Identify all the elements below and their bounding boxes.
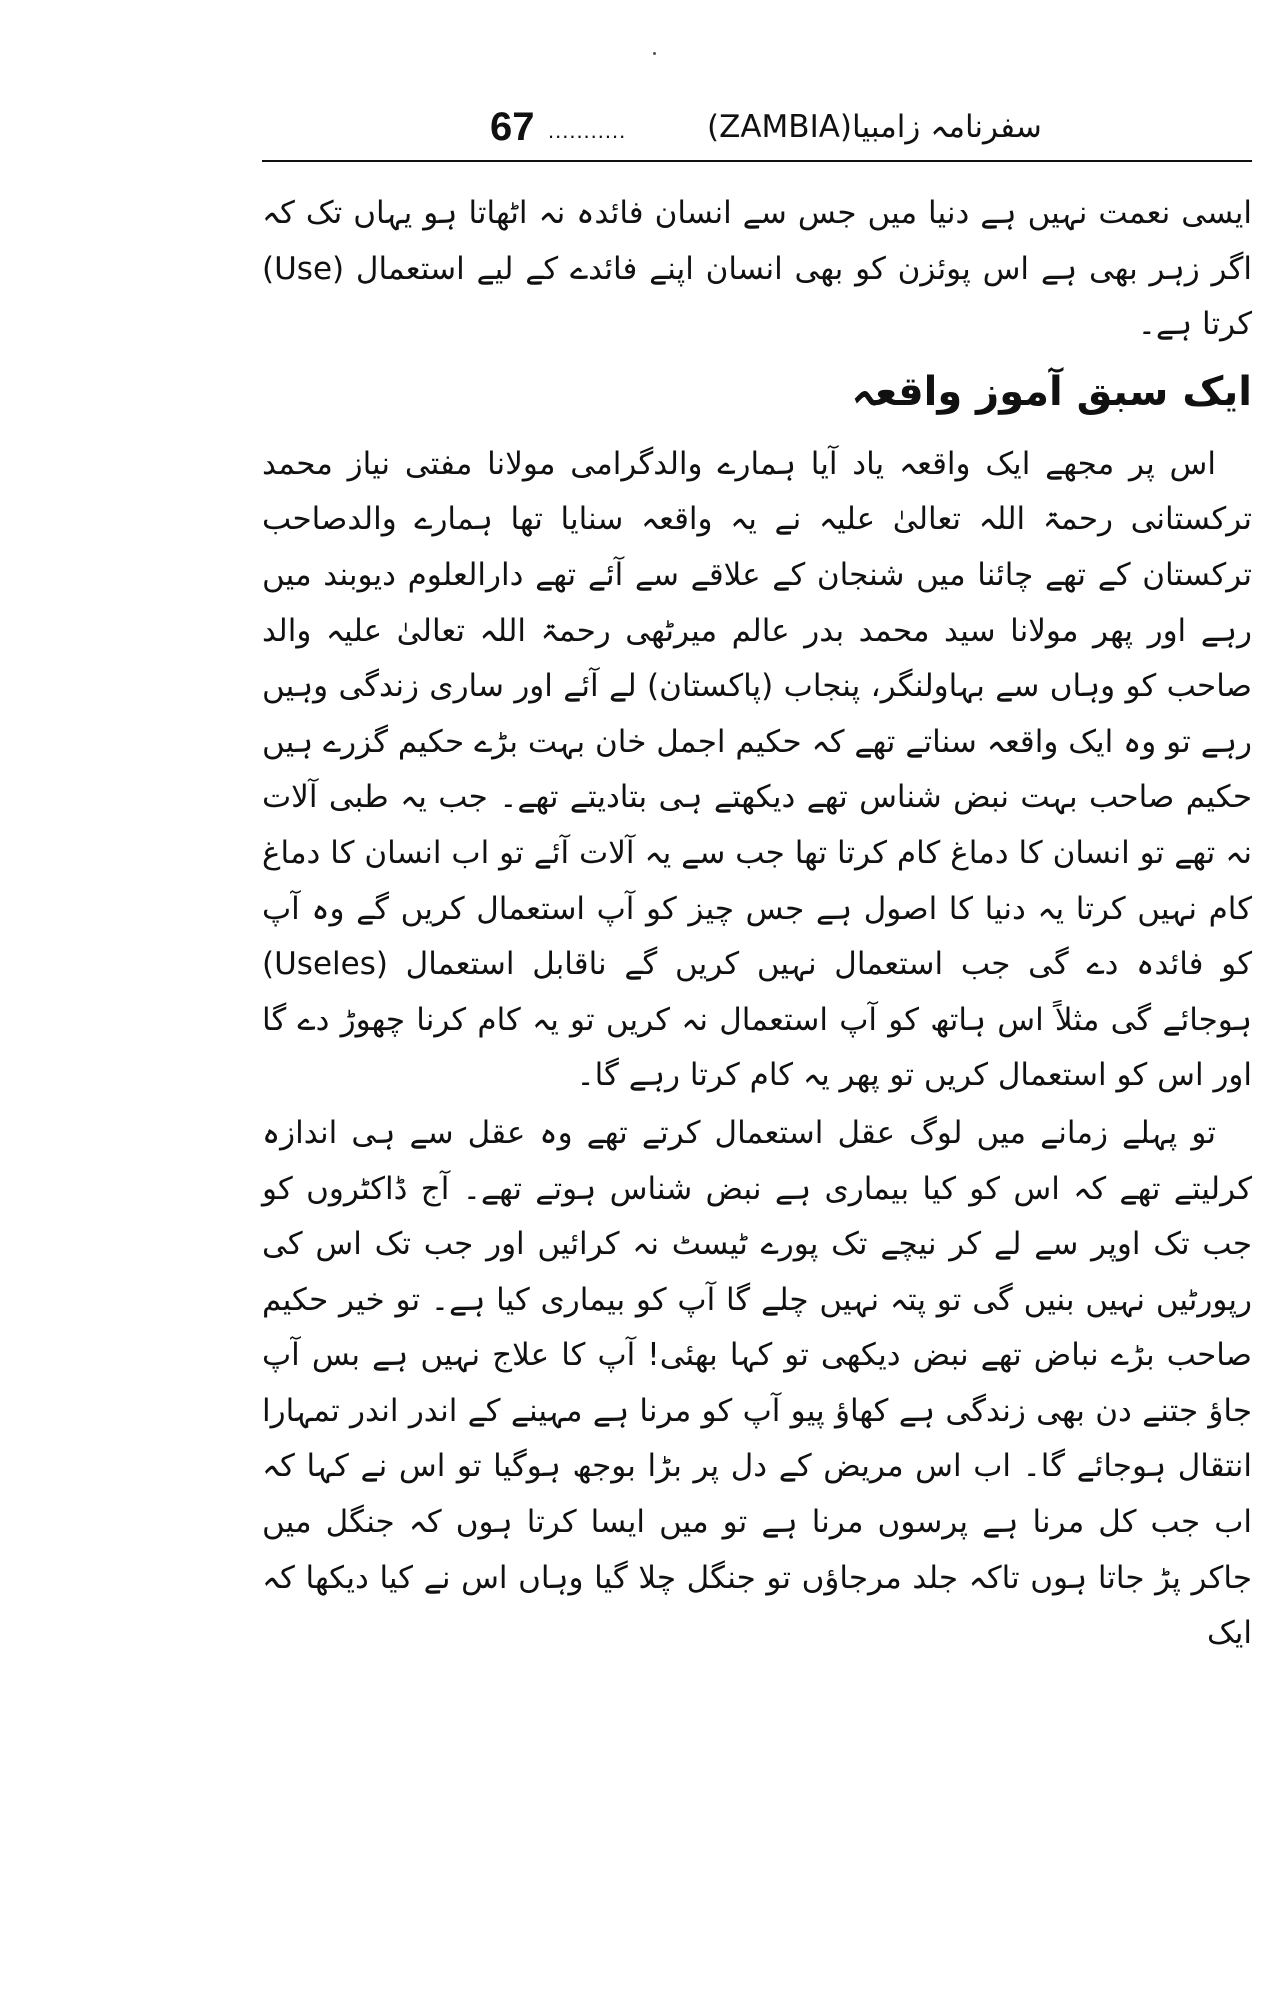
page-body xyxy=(262,186,1252,1662)
section-heading: ایک سبق آموز واقعہ xyxy=(851,368,1252,415)
header-divider xyxy=(262,160,1252,162)
scan-speck xyxy=(653,52,656,55)
paragraph-3: تو پہلے زمانے میں لوگ عقل استعمال کرتے تھے وہ عقل سے ہی اندازہ کرلیتے تھے کہ اس کو کیا بیماری ہے نبض شناس ہوتے تھے۔ آج ڈاکٹروں کو جب تک اوپر سے لے کر نیچے تک پورے ٹیسٹ نہ کرائیں اور جب تک اس کی رپورٹیں نہیں بنیں گی تو پتہ نہیں چلے گا آپ کو بیماری کیا ہے۔ تو خیر حکیم صاحب بڑے نباض تھے نبض دیکھی تو کہا بھئی! آپ کا علاج نہیں ہے بس آپ جاؤ جتنے دن بھی زندگی ہے کھاؤ پیو آپ کو مرنا ہے مہینے کے اندر اندر تمہارا انتقال ہوجائے گا۔ اب اس مریض کے دل پر بڑا بوجھ ہوگیا تو اس نے کہا کہ اب جب کل مرنا ہے پرسوں مرنا ہے تو میں ایسا کرتا ہوں کہ جنگل میں جاکر پڑ جاتا ہوں تاکہ جلد مرجاؤں تو جنگل چلا گیا وہاں اس نے کیا دیکھا کہ ایک xyxy=(262,1114,1252,1652)
page-number: 67 xyxy=(490,105,535,149)
paragraph-2: اس پر مجھے ایک واقعہ یاد آیا ہمارے والدگرامی مولانا مفتی نیاز محمد ترکستانی رحمۃ اللہ تعالیٰ علیہ نے یہ واقعہ سنایا تھا ہمارے والدصاحب ترکستان کے تھے چائنا میں شنجان کے علاقے سے آئے تھے دارالعلوم دیوبند میں رہے اور پھر مولانا سید محمد بدر عالم میرٹھی رحمۃ اللہ تعالیٰ علیہ والد صاحب کو وہاں سے بہاولنگر، پنجاب (پاکستان) لے آئے اور ساری زندگی وہیں رہے تو وہ ایک واقعہ سناتے تھے کہ حکیم اجمل خان بہت بڑے حکیم گزرے ہیں حکیم صاحب بہت نبض شناس تھے دیکھتے ہی بتادیتے تھے۔ جب یہ طبی آلات نہ تھے تو انسان کا دماغ کام کرتا تھا جب سے یہ آلات آئے تو اب انسان کا دماغ کام نہیں کرتا یہ دنیا کا اصول ہے جس چیز کو آپ استعمال کریں گے وہ آپ کو فائدہ دے گی جب استعمال نہیں کریں گے ناقابل استعمال (Useles) ہوجائے گی مثلاً اس ہاتھ کو آپ استعمال نہ کریں تو یہ کام کرنا چھوڑ دے گا اور اس کو استعمال کریں تو پھر یہ کام کرتا رہے گا۔ xyxy=(262,445,1252,1094)
book-title: سفرنامہ زامبیا(ZAMBIA) xyxy=(707,109,1042,145)
page-header xyxy=(262,100,1252,154)
header-dot-leader: ........... xyxy=(548,118,627,143)
paragraph-1: ایسی نعمت نہیں ہے دنیا میں جس سے انسان فائدہ نہ اٹھاتا ہو یہاں تک کہ اگر زہر بھی ہے اس پوئزن کو بھی انسان اپنے فائدے کے لیے استعمال (Use) کرتا ہے۔ xyxy=(262,195,1252,343)
